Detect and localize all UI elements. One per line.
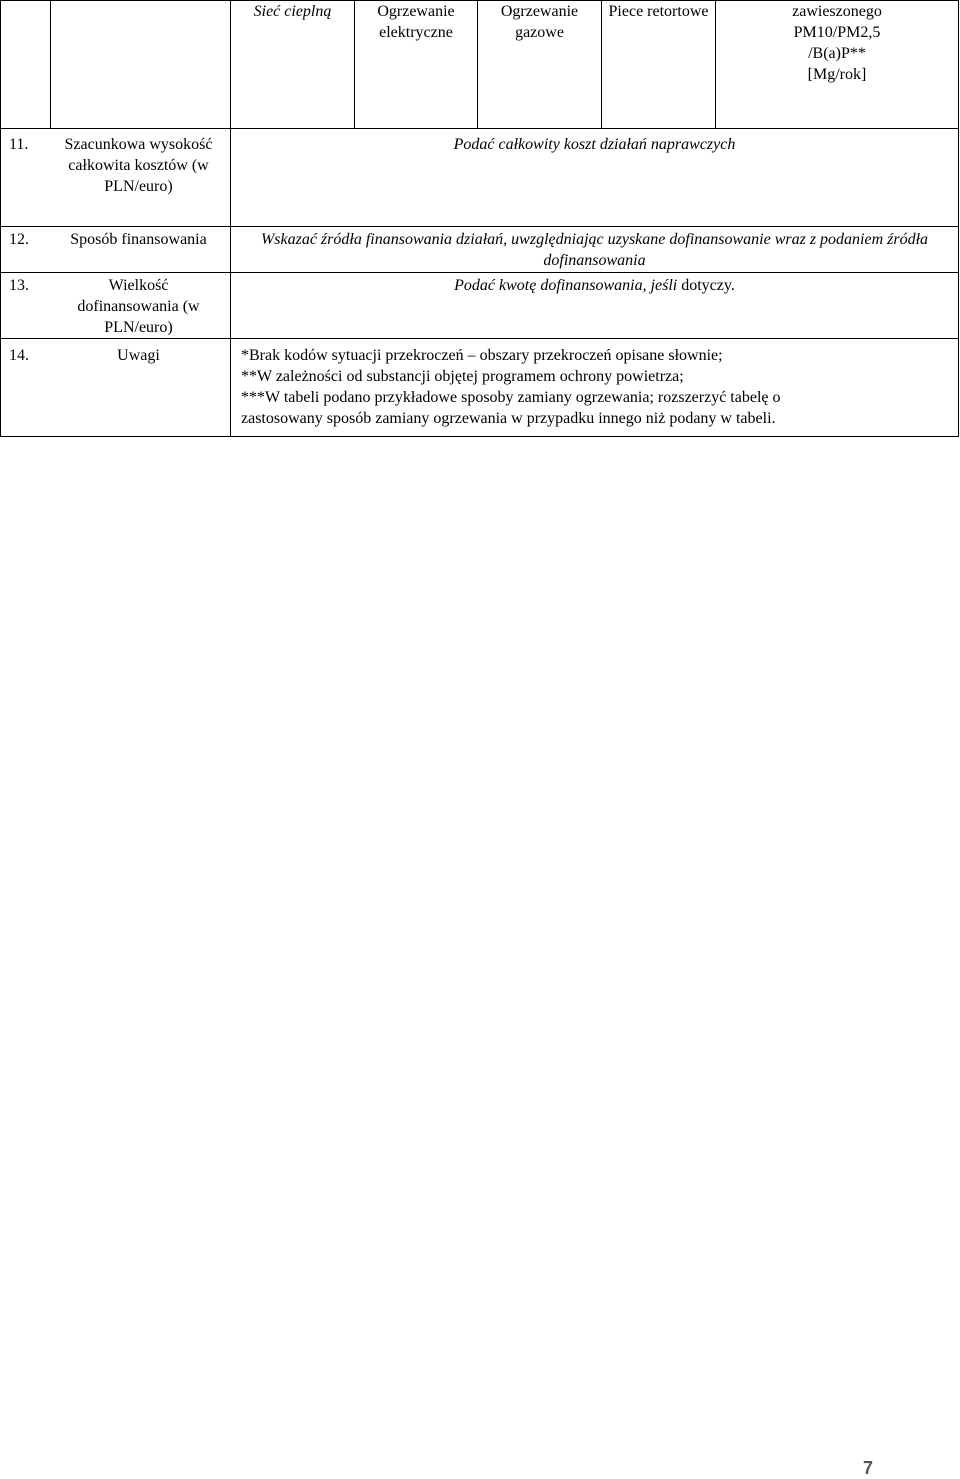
- header-empty-cell-1: [1, 1, 51, 129]
- row-11-head: [1, 129, 231, 227]
- header-retort-furnaces: Piece retortowe: [602, 1, 716, 129]
- note-line-3: ***W tabeli podano przykładowe sposoby zamiany ogrzewania; rozszerzyć tabelę o: [241, 389, 781, 406]
- row-13-number: 13.: [9, 277, 29, 294]
- note-line-1: *Brak kodów sytuacji przekroczeń – obszary przekroczeń opisane słownie;: [241, 347, 723, 364]
- header-electric-heating: Ogrzewanie elektryczne: [355, 1, 478, 129]
- row-14-label: Uwagi: [117, 347, 160, 364]
- row-12-content: Wskazać źródła finansowania działań, uwzględniając uzyskane dofinansowanie wraz z podaniem źródła dofinansowania: [231, 227, 959, 273]
- header-pollutant-line-4: [Mg/rok]: [807, 66, 867, 83]
- header-pollutant-line-1: zawieszonego: [792, 3, 882, 20]
- row-12-head: [1, 227, 231, 273]
- table-row-14: [1, 339, 959, 437]
- table-row-12: [1, 227, 959, 273]
- row-11-label: Szacunkowa wysokość całkowita kosztów (w PLN/euro): [64, 136, 213, 195]
- row-12-label: Sposób finansowania: [70, 231, 207, 248]
- note-line-4: zastosowany sposób zamiany ogrzewania w przypadku innego niż podany w tabeli.: [241, 410, 776, 427]
- header-pollutant-reduction: [716, 1, 959, 129]
- header-pollutant-line-2: PM10/PM2,5: [793, 24, 881, 41]
- row-13-label: Wielkość dofinansowania (w PLN/euro): [77, 277, 200, 336]
- row-13-content-normal: dotyczy.: [681, 277, 735, 294]
- header-district-heating: Sieć cieplną: [231, 1, 355, 129]
- table-row-11: [1, 129, 959, 227]
- row-12-number: 12.: [9, 231, 29, 248]
- page-number: 7: [863, 1458, 874, 1478]
- row-14-notes: [231, 339, 959, 437]
- header-pollutant-line-3: /B(a)P**: [808, 45, 866, 62]
- row-14-number: 14.: [9, 347, 29, 364]
- measures-table: [0, 0, 959, 437]
- row-13-content-italic: Podać kwotę dofinansowania, jeśli: [454, 277, 678, 294]
- row-14-head: [1, 339, 231, 437]
- row-13-head: [1, 273, 231, 339]
- table-row-13: [1, 273, 959, 339]
- row-11-content: Podać całkowity koszt działań naprawczych: [231, 129, 959, 227]
- header-empty-cell-2: [51, 1, 231, 129]
- row-13-content: [231, 273, 959, 339]
- header-row: [1, 1, 959, 129]
- header-gas-heating: Ogrzewanie gazowe: [478, 1, 602, 129]
- note-line-2: **W zależności od substancji objętej programem ochrony powietrza;: [241, 368, 684, 385]
- row-11-number: 11.: [9, 136, 29, 153]
